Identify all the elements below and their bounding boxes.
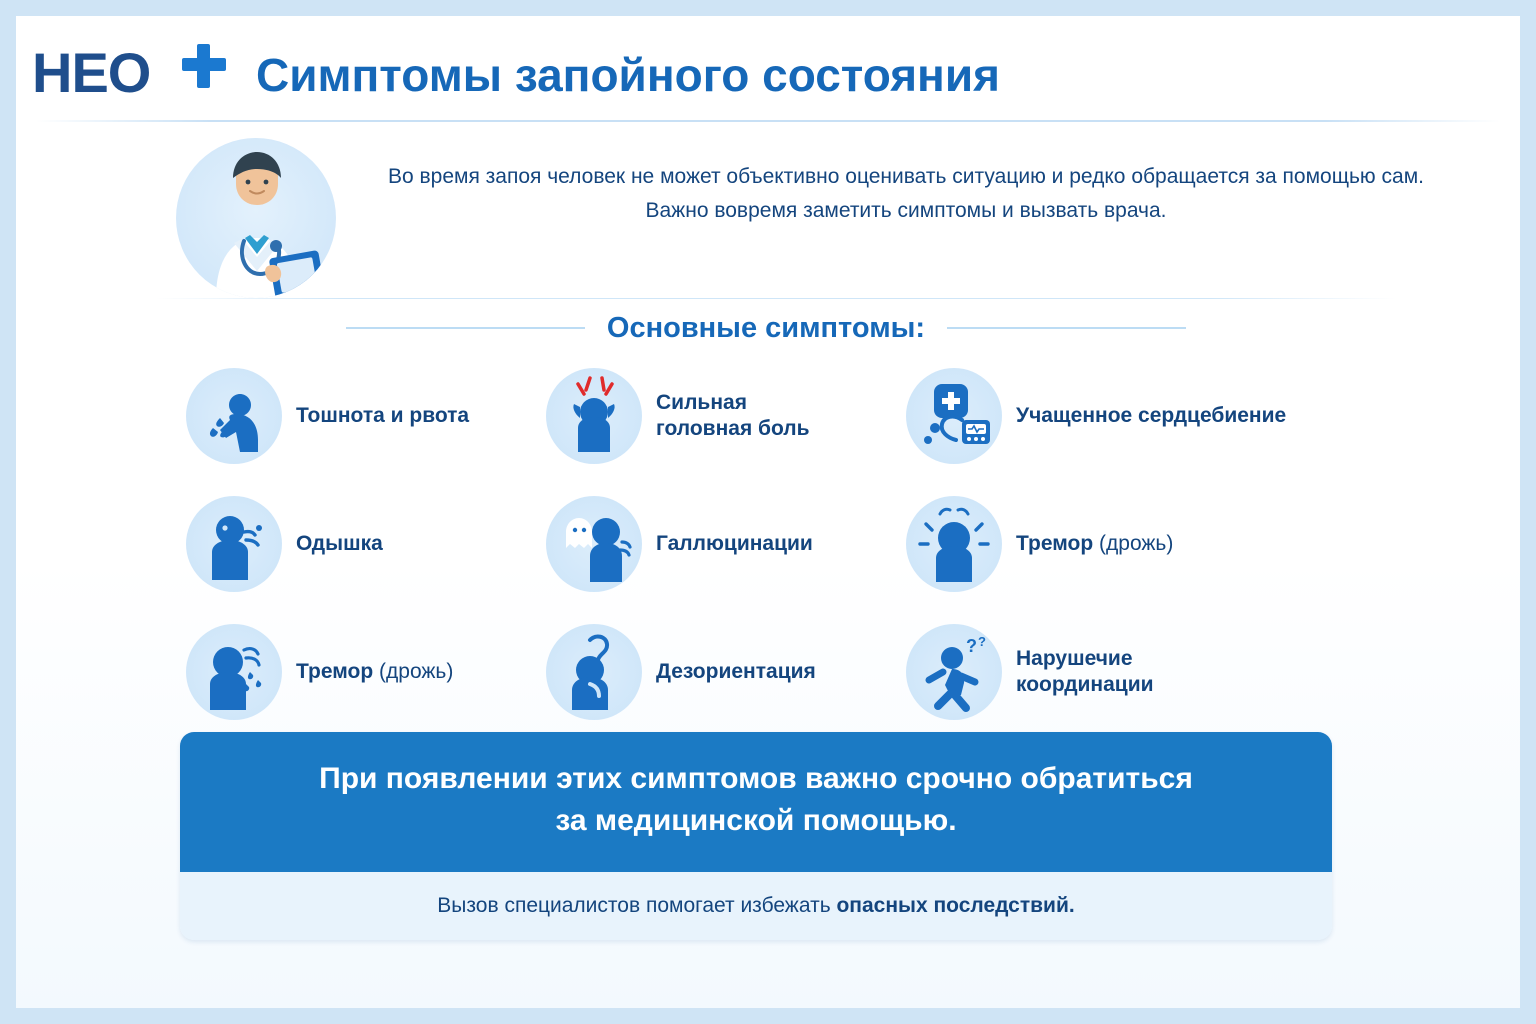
symptoms-grid bbox=[186, 356, 1366, 732]
svg-text:HEO: HEO bbox=[32, 44, 151, 104]
symptom-item bbox=[186, 612, 546, 732]
symptom-label: Тошнота и рвота bbox=[296, 404, 470, 427]
symptom-item bbox=[186, 484, 546, 604]
intro-divider bbox=[156, 298, 1396, 299]
symptom-label: Галлюцинации bbox=[656, 532, 813, 555]
border-bottom bbox=[0, 1008, 1536, 1024]
symptom-label: Нарушечие координации bbox=[1016, 647, 1154, 696]
svg-text:?: ? bbox=[978, 634, 986, 649]
symptom-item bbox=[906, 356, 1326, 476]
svg-text:?: ? bbox=[966, 636, 977, 656]
symptom-label: Сильная головная боль bbox=[656, 391, 810, 440]
poster-header bbox=[16, 16, 1520, 120]
callout-subpanel bbox=[180, 872, 1332, 940]
symptom-item bbox=[546, 356, 906, 476]
callout-sub-prefix: Вызов специалистов помогает избежать bbox=[437, 894, 837, 917]
symptom-label: Дезориентация bbox=[656, 660, 816, 683]
heading-rule-left bbox=[346, 327, 585, 329]
callout-panel bbox=[180, 732, 1332, 940]
symptom-item bbox=[906, 612, 1326, 732]
border-right bbox=[1520, 0, 1536, 1024]
intro-text: Во время запоя человек не может объективно оценивать ситуацию и редко обращается за помощью сам. Важно вовремя заметить симптомы и вызвать врача. bbox=[388, 165, 1424, 222]
intro-block bbox=[176, 138, 1466, 298]
symptom-label: Тремор (дрожь) bbox=[1016, 532, 1174, 555]
callout-main bbox=[180, 732, 1332, 872]
vomiting-person-icon bbox=[186, 368, 282, 464]
symptom-item bbox=[186, 356, 546, 476]
breathless-person-icon bbox=[186, 496, 282, 592]
symptom-item bbox=[546, 484, 906, 604]
shaking-head-icon bbox=[906, 496, 1002, 592]
brand-logo-mark bbox=[32, 44, 232, 106]
callout-sub-highlight: опасных последствий. bbox=[836, 894, 1075, 917]
symptom-item bbox=[546, 612, 906, 732]
disoriented-person-icon bbox=[546, 624, 642, 720]
symptom-item bbox=[906, 484, 1326, 604]
header-divider bbox=[36, 120, 1500, 122]
heading-rule-right bbox=[947, 327, 1186, 329]
hallucination-ghost-icon bbox=[546, 496, 642, 592]
doctor-with-clipboard-icon bbox=[176, 138, 336, 298]
headache-person-icon bbox=[546, 368, 642, 464]
symptom-label: Одышка bbox=[296, 532, 383, 555]
callout-sub-text bbox=[210, 892, 1302, 920]
symptom-label: Тремор (дрожь) bbox=[296, 660, 454, 683]
symptom-label: Учащенное сердцебиение bbox=[1016, 404, 1287, 427]
border-left bbox=[0, 0, 16, 1024]
callout-main-line-1: При появлении этих симптомов важно срочно обратиться bbox=[319, 762, 1193, 795]
page-title: Симптомы запойного состояния bbox=[256, 49, 1000, 101]
sweating-person-icon bbox=[186, 624, 282, 720]
poster-canvas bbox=[16, 16, 1520, 1008]
heart-monitor-icon bbox=[906, 368, 1002, 464]
section-heading-label: Основные симптомы: bbox=[606, 311, 926, 344]
section-heading bbox=[346, 304, 1186, 352]
walking-confused-person-icon bbox=[906, 624, 1002, 720]
callout-main-line-2: за медицинской помощью. bbox=[555, 804, 957, 837]
border-top bbox=[0, 0, 1536, 16]
brand-logo bbox=[32, 44, 232, 106]
